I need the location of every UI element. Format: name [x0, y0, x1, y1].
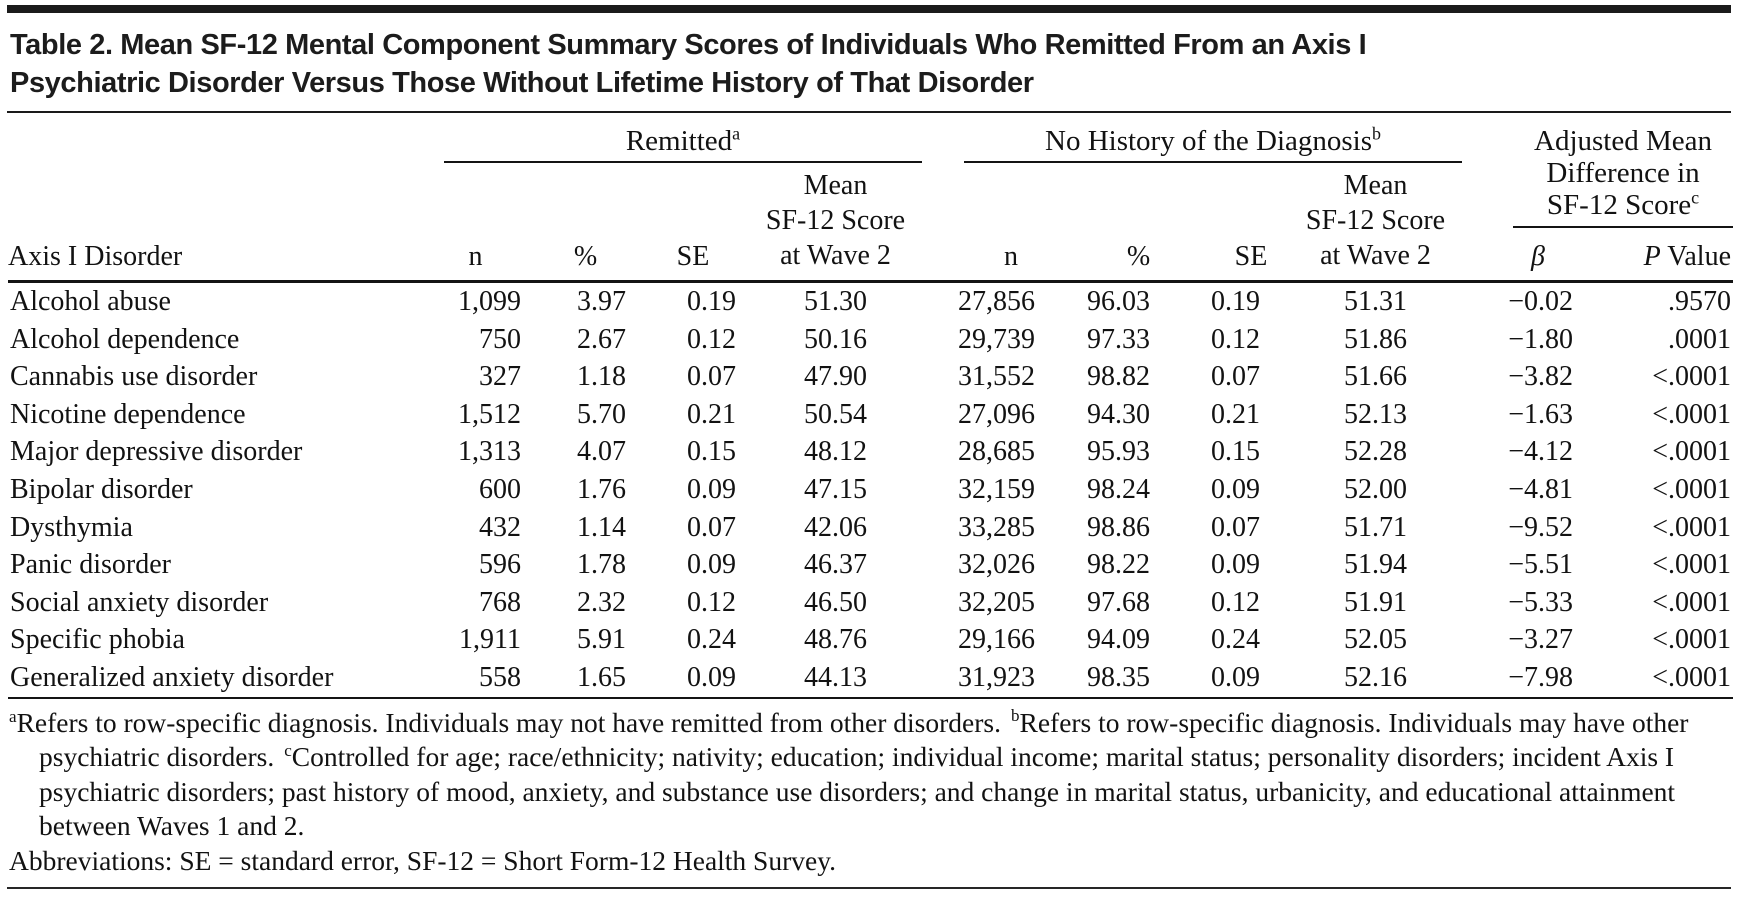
cell-remitted-se: 0.09: [687, 473, 736, 505]
cell-beta: −3.27: [1508, 624, 1574, 656]
table-row: [8, 433, 1733, 471]
cell-remitted-mean-score: 44.13: [748, 659, 923, 698]
cell-remitted-pct: 5.91: [577, 624, 626, 656]
cell-remitted-pct: 2.32: [577, 586, 626, 618]
no-history-n-header: n: [923, 164, 1063, 282]
cell-remitted-se: 0.15: [687, 436, 736, 468]
cell-no-history-mean-score: 51.91: [1344, 586, 1407, 618]
cell-remitted-se: 0.24: [687, 624, 736, 656]
footnote-a-marker: a: [9, 706, 17, 726]
cell-no-history-mean-score: 51.31: [1344, 286, 1407, 317]
cell-no-history-se: 0.24: [1211, 624, 1260, 656]
cell-no-history-pct: 96.03: [1087, 286, 1150, 317]
cell-remitted-pct: 1.76: [577, 473, 626, 505]
table-row: [8, 621, 1733, 659]
cell-remitted-n: 558: [418, 659, 533, 698]
cell-remitted-se: 0.19: [687, 286, 736, 317]
sf12-summary-table: [8, 113, 1733, 699]
cell-no-history-n: 32,026: [958, 549, 1035, 581]
cell-remitted-mean-score: 42.06: [804, 511, 867, 543]
table-row: [8, 321, 1733, 359]
table-row: [8, 471, 1733, 509]
table-header: [8, 113, 1733, 282]
remitted-label: Remitted: [625, 125, 733, 157]
cell-remitted-pct: 5.70: [577, 398, 626, 430]
table-row: [8, 509, 1733, 547]
cell-no-history-pct: 94.30: [1087, 398, 1150, 430]
remitted-pct-header: %: [533, 164, 638, 282]
cell-no-history-pct: 95.93: [1087, 436, 1150, 468]
p-value-column-header: P Value: [1643, 241, 1732, 272]
cell-no-history-pct: 97.33: [1087, 323, 1150, 355]
cell-no-history-se: 0.19: [1211, 286, 1260, 317]
cell-remitted-n: 1,512: [458, 398, 521, 430]
remitted-footnote-marker: a: [732, 123, 741, 144]
cell-remitted-pct: 1.78: [577, 549, 626, 581]
cell-remitted-n: 1,911: [459, 624, 521, 656]
cell-beta: −1.80: [1508, 323, 1574, 355]
cell-no-history-pct: 98.35: [1063, 659, 1178, 698]
cell-beta: −7.98: [1463, 659, 1583, 698]
page-title: Table 2. Mean SF-12 Mental Component Summary Scores of Individuals Who Remitted From an Axis I Psychiatric Disorder Versus Those Without Lifetime History of That Disorder: [10, 29, 1367, 99]
cell-no-history-pct: 97.68: [1087, 586, 1150, 618]
cell-remitted-pct: 3.97: [577, 286, 626, 317]
cell-no-history-se: 0.12: [1211, 323, 1260, 355]
cell-no-history-n: 33,285: [958, 511, 1035, 543]
cell-no-history-mean-score: 51.71: [1344, 511, 1407, 543]
footnote-c-marker: c: [284, 740, 292, 760]
cell-no-history-pct: 98.86: [1087, 511, 1150, 543]
abbreviations-note: Abbreviations: SE = standard error, SF-12 = Short Form-12 Health Survey.: [9, 844, 837, 876]
table-row: [8, 358, 1733, 396]
cell-remitted-mean-score: 47.15: [804, 473, 867, 505]
cell-no-history-n: 28,685: [958, 436, 1035, 468]
empty-corner-cell: [8, 113, 418, 164]
cell-disorder: Specific phobia: [10, 624, 185, 656]
cell-remitted-n: 596: [479, 549, 521, 581]
cell-no-history-mean-score: 51.94: [1344, 549, 1407, 581]
cell-no-history-se: 0.09: [1211, 473, 1260, 505]
cell-no-history-se: 0.07: [1211, 361, 1260, 393]
no-history-se-header: SE: [1178, 164, 1288, 282]
cell-beta: −4.12: [1508, 436, 1574, 468]
no-history-group-header: [923, 113, 1463, 164]
cell-remitted-se: 0.21: [687, 398, 736, 430]
cell-p-value: <.0001: [1652, 549, 1732, 581]
adjusted-mean-group-header: [1463, 113, 1733, 282]
cell-remitted-pct: 1.65: [533, 659, 638, 698]
cell-remitted-n: 1,313: [458, 436, 521, 468]
cell-no-history-mean-score: 51.66: [1344, 361, 1407, 393]
cell-remitted-mean-score: 46.50: [804, 586, 867, 618]
cell-beta: −9.52: [1508, 511, 1574, 543]
cell-no-history-se: 0.07: [1211, 511, 1260, 543]
beta-column-header: β: [1531, 241, 1545, 272]
cell-no-history-se: 0.09: [1178, 659, 1288, 698]
cell-remitted-se: 0.12: [687, 323, 736, 355]
cell-disorder: Social anxiety disorder: [10, 586, 269, 618]
cell-no-history-se: 0.21: [1211, 398, 1260, 430]
cell-no-history-n: 31,923: [923, 659, 1063, 698]
cell-remitted-n: 600: [479, 473, 521, 505]
bottom-rule: [7, 887, 1731, 889]
cell-remitted-mean-score: 48.76: [804, 624, 867, 656]
cell-disorder: Panic disorder: [10, 549, 171, 581]
cell-remitted-se: 0.07: [687, 511, 736, 543]
footnote-c-text: Controlled for age; race/ethnicity; nativity; education; individual income; marital status; personality disorders; incident Axis I psychiatric disorders; past history of mood, anxiety, and substance use disorders; and change in marital status, urbanicity, and educational attainment between Waves 1 and 2.: [39, 741, 1676, 842]
table-row: [8, 546, 1733, 584]
cell-no-history-pct: 98.82: [1087, 361, 1150, 393]
cell-remitted-n: 327: [479, 361, 521, 393]
cell-remitted-n: 432: [479, 511, 521, 543]
cell-no-history-pct: 98.22: [1087, 549, 1150, 581]
cell-remitted-n: 1,099: [458, 286, 521, 317]
table-body: [8, 282, 1733, 698]
table-row: [8, 584, 1733, 622]
cell-no-history-mean-score: 52.13: [1344, 398, 1407, 430]
footnote-b-marker: b: [1010, 706, 1020, 726]
cell-remitted-mean-score: 47.90: [804, 361, 867, 393]
cell-remitted-n: 750: [479, 323, 521, 355]
cell-p-value: <.0001: [1652, 624, 1732, 656]
cell-remitted-pct: 1.18: [577, 361, 626, 393]
cell-disorder: Nicotine dependence: [10, 398, 246, 430]
adjusted-footnote-marker: c: [1691, 187, 1700, 208]
cell-disorder: Dysthymia: [10, 511, 133, 543]
cell-no-history-n: 32,159: [958, 473, 1035, 505]
no-history-pct-header: %: [1063, 164, 1178, 282]
cell-remitted-mean-score: 51.30: [804, 286, 867, 317]
cell-no-history-mean-score: 52.16: [1288, 659, 1463, 698]
cell-remitted-pct: 1.14: [577, 511, 626, 543]
cell-beta: −1.63: [1508, 398, 1574, 430]
cell-no-history-n: 29,739: [958, 323, 1035, 355]
cell-p-value: <.0001: [1652, 473, 1732, 505]
table-row: [8, 396, 1733, 434]
table-row: [8, 282, 1733, 321]
cell-beta: −4.81: [1508, 473, 1574, 505]
cell-remitted-mean-score: 46.37: [804, 549, 867, 581]
cell-no-history-se: 0.12: [1211, 586, 1260, 618]
cell-remitted-se: 0.07: [687, 361, 736, 393]
cell-no-history-mean-score: 52.05: [1344, 624, 1407, 656]
cell-remitted-mean-score: 50.54: [804, 398, 867, 430]
remitted-group-header: [418, 113, 923, 164]
cell-no-history-n: 27,096: [958, 398, 1035, 430]
cell-no-history-mean-score: 51.86: [1344, 323, 1407, 355]
cell-beta: −3.82: [1508, 361, 1574, 393]
cell-no-history-se: 0.15: [1211, 436, 1260, 468]
remitted-se-header: SE: [638, 164, 748, 282]
cell-no-history-se: 0.09: [1211, 549, 1260, 581]
top-divider-bar: [7, 5, 1731, 13]
cell-remitted-n: 768: [479, 586, 521, 618]
cell-p-value: <.0001: [1652, 398, 1732, 430]
cell-no-history-mean-score: 52.00: [1344, 473, 1407, 505]
cell-remitted-pct: 2.67: [577, 323, 626, 355]
disorder-column-header: Axis I Disorder: [8, 164, 418, 282]
no-history-mean-score-header: Mean SF-12 Score at Wave 2: [1288, 164, 1463, 282]
remitted-mean-score-header: Mean SF-12 Score at Wave 2: [748, 164, 923, 282]
cell-p-value: <.0001: [1652, 511, 1732, 543]
adjusted-mean-label: Adjusted Mean Difference in SF-12 Score$^c$: [1513, 125, 1733, 228]
remitted-n-header: n: [418, 164, 533, 282]
cell-remitted-pct: 4.07: [577, 436, 626, 468]
footnotes: [9, 706, 1725, 879]
page: [0, 5, 1738, 889]
group-header-row: [8, 113, 1733, 164]
cell-remitted-se: 0.09: [638, 659, 748, 698]
no-history-label: No History of the Diagnosis: [1045, 125, 1373, 157]
table-row: [8, 659, 1733, 698]
cell-disorder: Alcohol dependence: [10, 323, 240, 355]
cell-disorder: Major depressive disorder: [10, 436, 303, 468]
footnote-a-text: Refers to row-specific diagnosis. Individuals may not have remitted from other disorders.: [16, 706, 1001, 738]
cell-no-history-n: 32,205: [958, 586, 1035, 618]
cell-remitted-se: 0.12: [687, 586, 736, 618]
cell-no-history-pct: 94.09: [1087, 624, 1150, 656]
cell-no-history-n: 31,552: [958, 361, 1035, 393]
no-history-footnote-marker: b: [1372, 123, 1382, 144]
footnote-abc: [9, 706, 1725, 844]
cell-remitted-mean-score: 48.12: [804, 436, 867, 468]
cell-p-value: <.0001: [1652, 361, 1732, 393]
cell-p-value: .0001: [1668, 323, 1732, 355]
cell-disorder: Bipolar disorder: [10, 473, 193, 505]
cell-p-value: <.0001: [1652, 586, 1732, 618]
cell-no-history-n: 29,166: [958, 624, 1035, 656]
cell-beta: −5.33: [1508, 586, 1574, 618]
cell-p-value: <.0001: [1652, 436, 1732, 468]
footnote-b-text: Refers to row-specific diagnosis. Individuals may have other psychiatric disorders.: [39, 706, 1689, 773]
beta-p-header-row: [1463, 241, 1733, 273]
cell-disorder: Alcohol abuse: [10, 286, 171, 317]
cell-remitted-mean-score: 50.16: [804, 323, 867, 355]
cell-p-value: <.0001: [1583, 659, 1733, 698]
cell-no-history-n: 27,856: [958, 286, 1035, 317]
cell-p-value: .9570: [1668, 286, 1732, 317]
cell-beta: −0.02: [1508, 286, 1574, 317]
cell-remitted-se: 0.09: [687, 549, 736, 581]
cell-no-history-mean-score: 52.28: [1344, 436, 1407, 468]
cell-beta: −5.51: [1508, 549, 1574, 581]
cell-disorder: Generalized anxiety disorder: [8, 659, 418, 698]
cell-disorder: Cannabis use disorder: [10, 361, 258, 393]
cell-no-history-pct: 98.24: [1087, 473, 1150, 505]
